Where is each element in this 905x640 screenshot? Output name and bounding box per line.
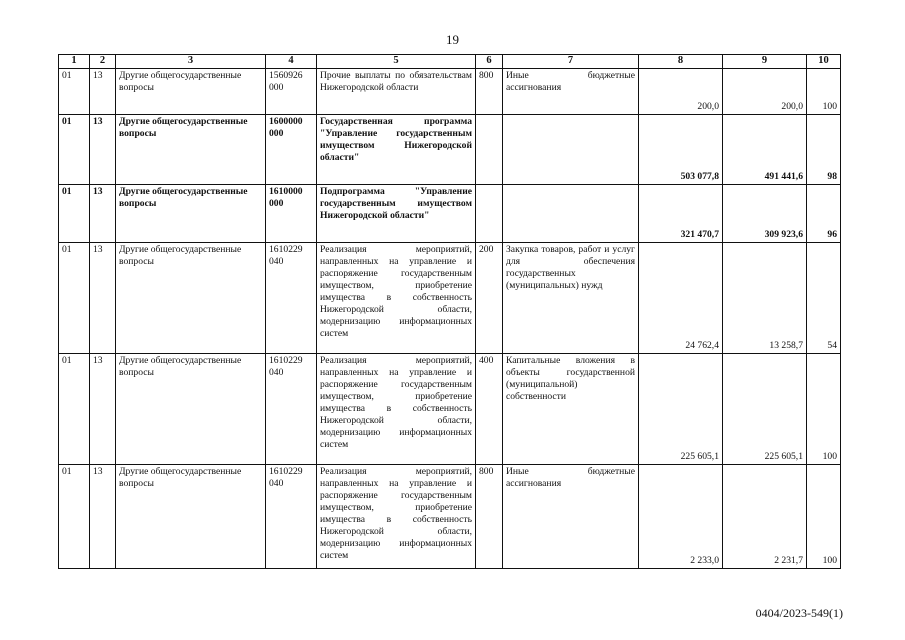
cell-percent: 98 bbox=[807, 115, 841, 185]
cell-section: 01 bbox=[59, 115, 90, 185]
header-cell: 10 bbox=[807, 55, 841, 69]
cell-target-code: 1600000 000 bbox=[266, 115, 317, 185]
header-row bbox=[59, 55, 841, 69]
table-row bbox=[59, 354, 841, 465]
cell-actual: 2 231,7 bbox=[723, 465, 807, 569]
cell-planned: 225 605,1 bbox=[639, 354, 723, 465]
cell-target-code: 1610000 000 bbox=[266, 185, 317, 243]
cell-section-name: Другие общегосударственные вопросы bbox=[116, 354, 266, 465]
cell-target-code: 1610229 040 bbox=[266, 465, 317, 569]
cell-expense-type: 400 bbox=[476, 354, 503, 465]
cell-section: 01 bbox=[59, 243, 90, 354]
cell-description: Подпрограмма "Управление государственным имуществом Нижегородской области" bbox=[317, 185, 476, 243]
table-row bbox=[59, 243, 841, 354]
table-row bbox=[59, 465, 841, 569]
cell-description: Реализация мероприятий, направленных на управление и распоряжение государственным имуществом, приобретение имущества в собственность Нижегородской области, модернизацию информационных систем bbox=[317, 243, 476, 354]
cell-expense-type: 200 bbox=[476, 243, 503, 354]
header-cell: 3 bbox=[116, 55, 266, 69]
budget-table bbox=[58, 54, 841, 569]
cell-percent: 96 bbox=[807, 185, 841, 243]
cell-section-name: Другие общегосударственные вопросы bbox=[116, 115, 266, 185]
cell-subsection: 13 bbox=[90, 465, 116, 569]
cell-planned: 24 762,4 bbox=[639, 243, 723, 354]
cell-section: 01 bbox=[59, 185, 90, 243]
cell-subsection: 13 bbox=[90, 354, 116, 465]
cell-subsection: 13 bbox=[90, 185, 116, 243]
cell-target-code: 1610229 040 bbox=[266, 243, 317, 354]
header-cell: 1 bbox=[59, 55, 90, 69]
cell-description: Реализация мероприятий, направленных на управление и распоряжение государственным имуществом, приобретение имущества в собственность Нижегородской области, модернизацию информационных систем bbox=[317, 465, 476, 569]
header-cell: 2 bbox=[90, 55, 116, 69]
cell-expense-name: Закупка товаров, работ и услуг для обеспечения государственных (муниципальных) нужд bbox=[503, 243, 639, 354]
table-row bbox=[59, 115, 841, 185]
cell-section-name: Другие общегосударственные вопросы bbox=[116, 243, 266, 354]
header-cell: 4 bbox=[266, 55, 317, 69]
cell-actual: 13 258,7 bbox=[723, 243, 807, 354]
cell-percent: 100 bbox=[807, 465, 841, 569]
cell-expense-name bbox=[503, 185, 639, 243]
header-cell: 5 bbox=[317, 55, 476, 69]
cell-planned: 200,0 bbox=[639, 69, 723, 115]
cell-expense-type: 800 bbox=[476, 465, 503, 569]
cell-planned: 503 077,8 bbox=[639, 115, 723, 185]
cell-expense-type bbox=[476, 185, 503, 243]
cell-section-name: Другие общегосударственные вопросы bbox=[116, 185, 266, 243]
cell-expense-name bbox=[503, 115, 639, 185]
cell-expense-name: Иные бюджетные ассигнования bbox=[503, 69, 639, 115]
cell-description: Государственная программа "Управление государственным имуществом Нижегородской области" bbox=[317, 115, 476, 185]
cell-subsection: 13 bbox=[90, 115, 116, 185]
cell-expense-type bbox=[476, 115, 503, 185]
cell-subsection: 13 bbox=[90, 69, 116, 115]
cell-expense-name: Капитальные вложения в объекты государственной (муниципальной) собственности bbox=[503, 354, 639, 465]
cell-target-code: 1560926 000 bbox=[266, 69, 317, 115]
cell-subsection: 13 bbox=[90, 243, 116, 354]
header-cell: 6 bbox=[476, 55, 503, 69]
cell-expense-name: Иные бюджетные ассигнования bbox=[503, 465, 639, 569]
cell-percent: 100 bbox=[807, 354, 841, 465]
cell-section-name: Другие общегосударственные вопросы bbox=[116, 465, 266, 569]
cell-planned: 2 233,0 bbox=[639, 465, 723, 569]
cell-target-code: 1610229 040 bbox=[266, 354, 317, 465]
cell-actual: 225 605,1 bbox=[723, 354, 807, 465]
cell-description: Прочие выплаты по обязательствам Нижегородской области bbox=[317, 69, 476, 115]
table-row bbox=[59, 185, 841, 243]
cell-section: 01 bbox=[59, 465, 90, 569]
cell-percent: 54 bbox=[807, 243, 841, 354]
cell-expense-type: 800 bbox=[476, 69, 503, 115]
document-code: 0404/2023-549(1) bbox=[755, 606, 843, 620]
cell-actual: 200,0 bbox=[723, 69, 807, 115]
header-cell: 7 bbox=[503, 55, 639, 69]
cell-percent: 100 bbox=[807, 69, 841, 115]
header-cell: 9 bbox=[723, 55, 807, 69]
page-number: 19 bbox=[446, 32, 459, 47]
cell-actual: 309 923,6 bbox=[723, 185, 807, 243]
header-cell: 8 bbox=[639, 55, 723, 69]
cell-planned: 321 470,7 bbox=[639, 185, 723, 243]
cell-description: Реализация мероприятий, направленных на управление и распоряжение государственным имуществом, приобретение имущества в собственность Нижегородской области, модернизацию информационных систем bbox=[317, 354, 476, 465]
cell-section: 01 bbox=[59, 354, 90, 465]
cell-actual: 491 441,6 bbox=[723, 115, 807, 185]
table-row bbox=[59, 69, 841, 115]
cell-section: 01 bbox=[59, 69, 90, 115]
cell-section-name: Другие общегосударственные вопросы bbox=[116, 69, 266, 115]
